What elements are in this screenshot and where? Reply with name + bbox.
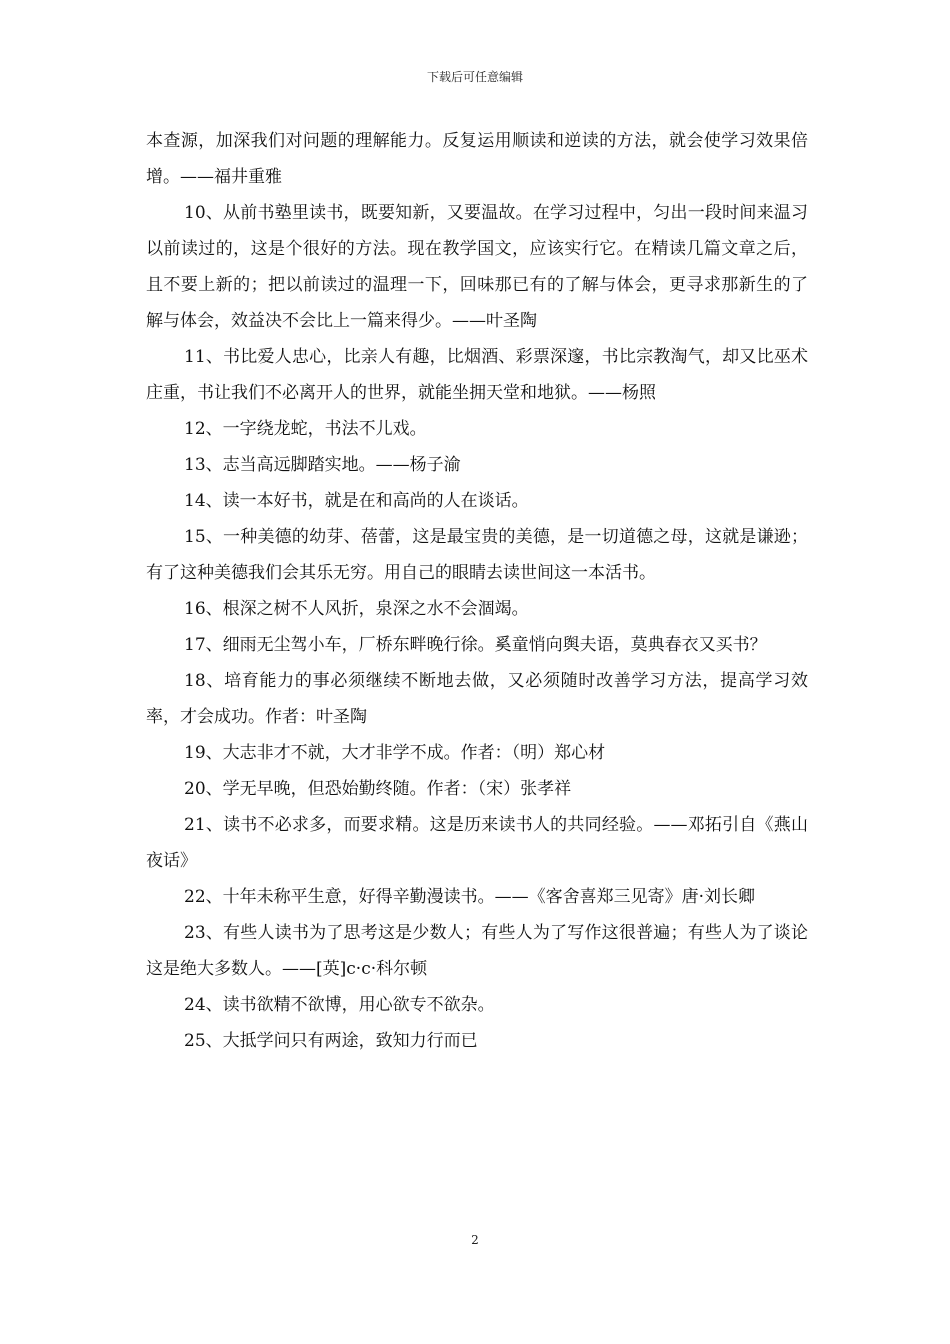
quote-item-25: 25、大抵学问只有两途，致知力行而已 (184, 1031, 478, 1051)
quote-item-24: 24、读书欲精不欲博，用心欲专不欲杂。 (184, 995, 495, 1015)
quote-item-11: 11、书比爱人忠心，比亲人有趣，比烟酒、彩票深邃，书比宗教淘气，却又比巫术庄重，书让我们不必离开人的世界，就能坐拥天堂和地狱。——杨照 (146, 347, 808, 403)
quote-item-14: 14、读一本好书，就是在和高尚的人在谈话。 (184, 491, 529, 511)
page-header: 下载后可任意编辑 (426, 70, 523, 84)
quote-item-12: 12、一字绕龙蛇，书法不儿戏。 (184, 419, 427, 439)
page-number: 2 (471, 1233, 479, 1247)
paragraph-continuation: 本查源，加深我们对问题的理解能力。反复运用顺读和逆读的方法，就会使学习效果倍增。——福井重雅 (146, 131, 808, 187)
quote-item-13: 13、志当高远脚踏实地。——杨子渝 (184, 455, 461, 475)
quote-item-18: 18、培育能力的事必须继续不断地去做，又必须随时改善学习方法，提高学习效率，才会成功。作者：叶圣陶 (146, 671, 808, 727)
document-body (146, 123, 808, 1059)
quote-item-17: 17、细雨无尘驾小车，厂桥东畔晚行徐。奚童悄向舆夫语，莫典春衣又买书？ (184, 635, 767, 655)
quote-item-23: 23、有些人读书为了思考这是少数人；有些人为了写作这很普遍；有些人为了谈论这是绝大多数人。——[英]c·c·科尔顿 (146, 923, 808, 979)
quote-item-20: 20、学无早晚，但恐始勤终随。作者：（宋）张孝祥 (184, 779, 572, 799)
quote-item-15: 15、一种美德的幼芽、蓓蕾，这是最宝贵的美德，是一切道德之母，这就是谦逊；有了这种美德我们会其乐无穷。用自己的眼睛去读世间这一本活书。 (146, 527, 808, 583)
quote-item-22: 22、十年未称平生意，好得辛勤漫读书。——《客舍喜郑三见寄》唐·刘长卿 (184, 887, 756, 907)
quote-item-16: 16、根深之树不人风折，泉深之水不会涸竭。 (184, 599, 529, 619)
quote-item-19: 19、大志非才不就，大才非学不成。作者：（明）郑心材 (184, 743, 606, 763)
quote-item-21: 21、读书不必求多，而要求精。这是历来读书人的共同经验。——邓拓引自《燕山夜话》 (146, 815, 808, 871)
quote-item-10: 10、从前书塾里读书，既要知新，又要温故。在学习过程中，匀出一段时间来温习以前读过的，这是个很好的方法。现在教学国文，应该实行它。在精读几篇文章之后，且不要上新的；把以前读过的温理一下，回味那已有的了解与体会，更寻求那新生的了解与体会，效益决不会比上一篇来得少。——叶圣陶 (146, 203, 808, 331)
